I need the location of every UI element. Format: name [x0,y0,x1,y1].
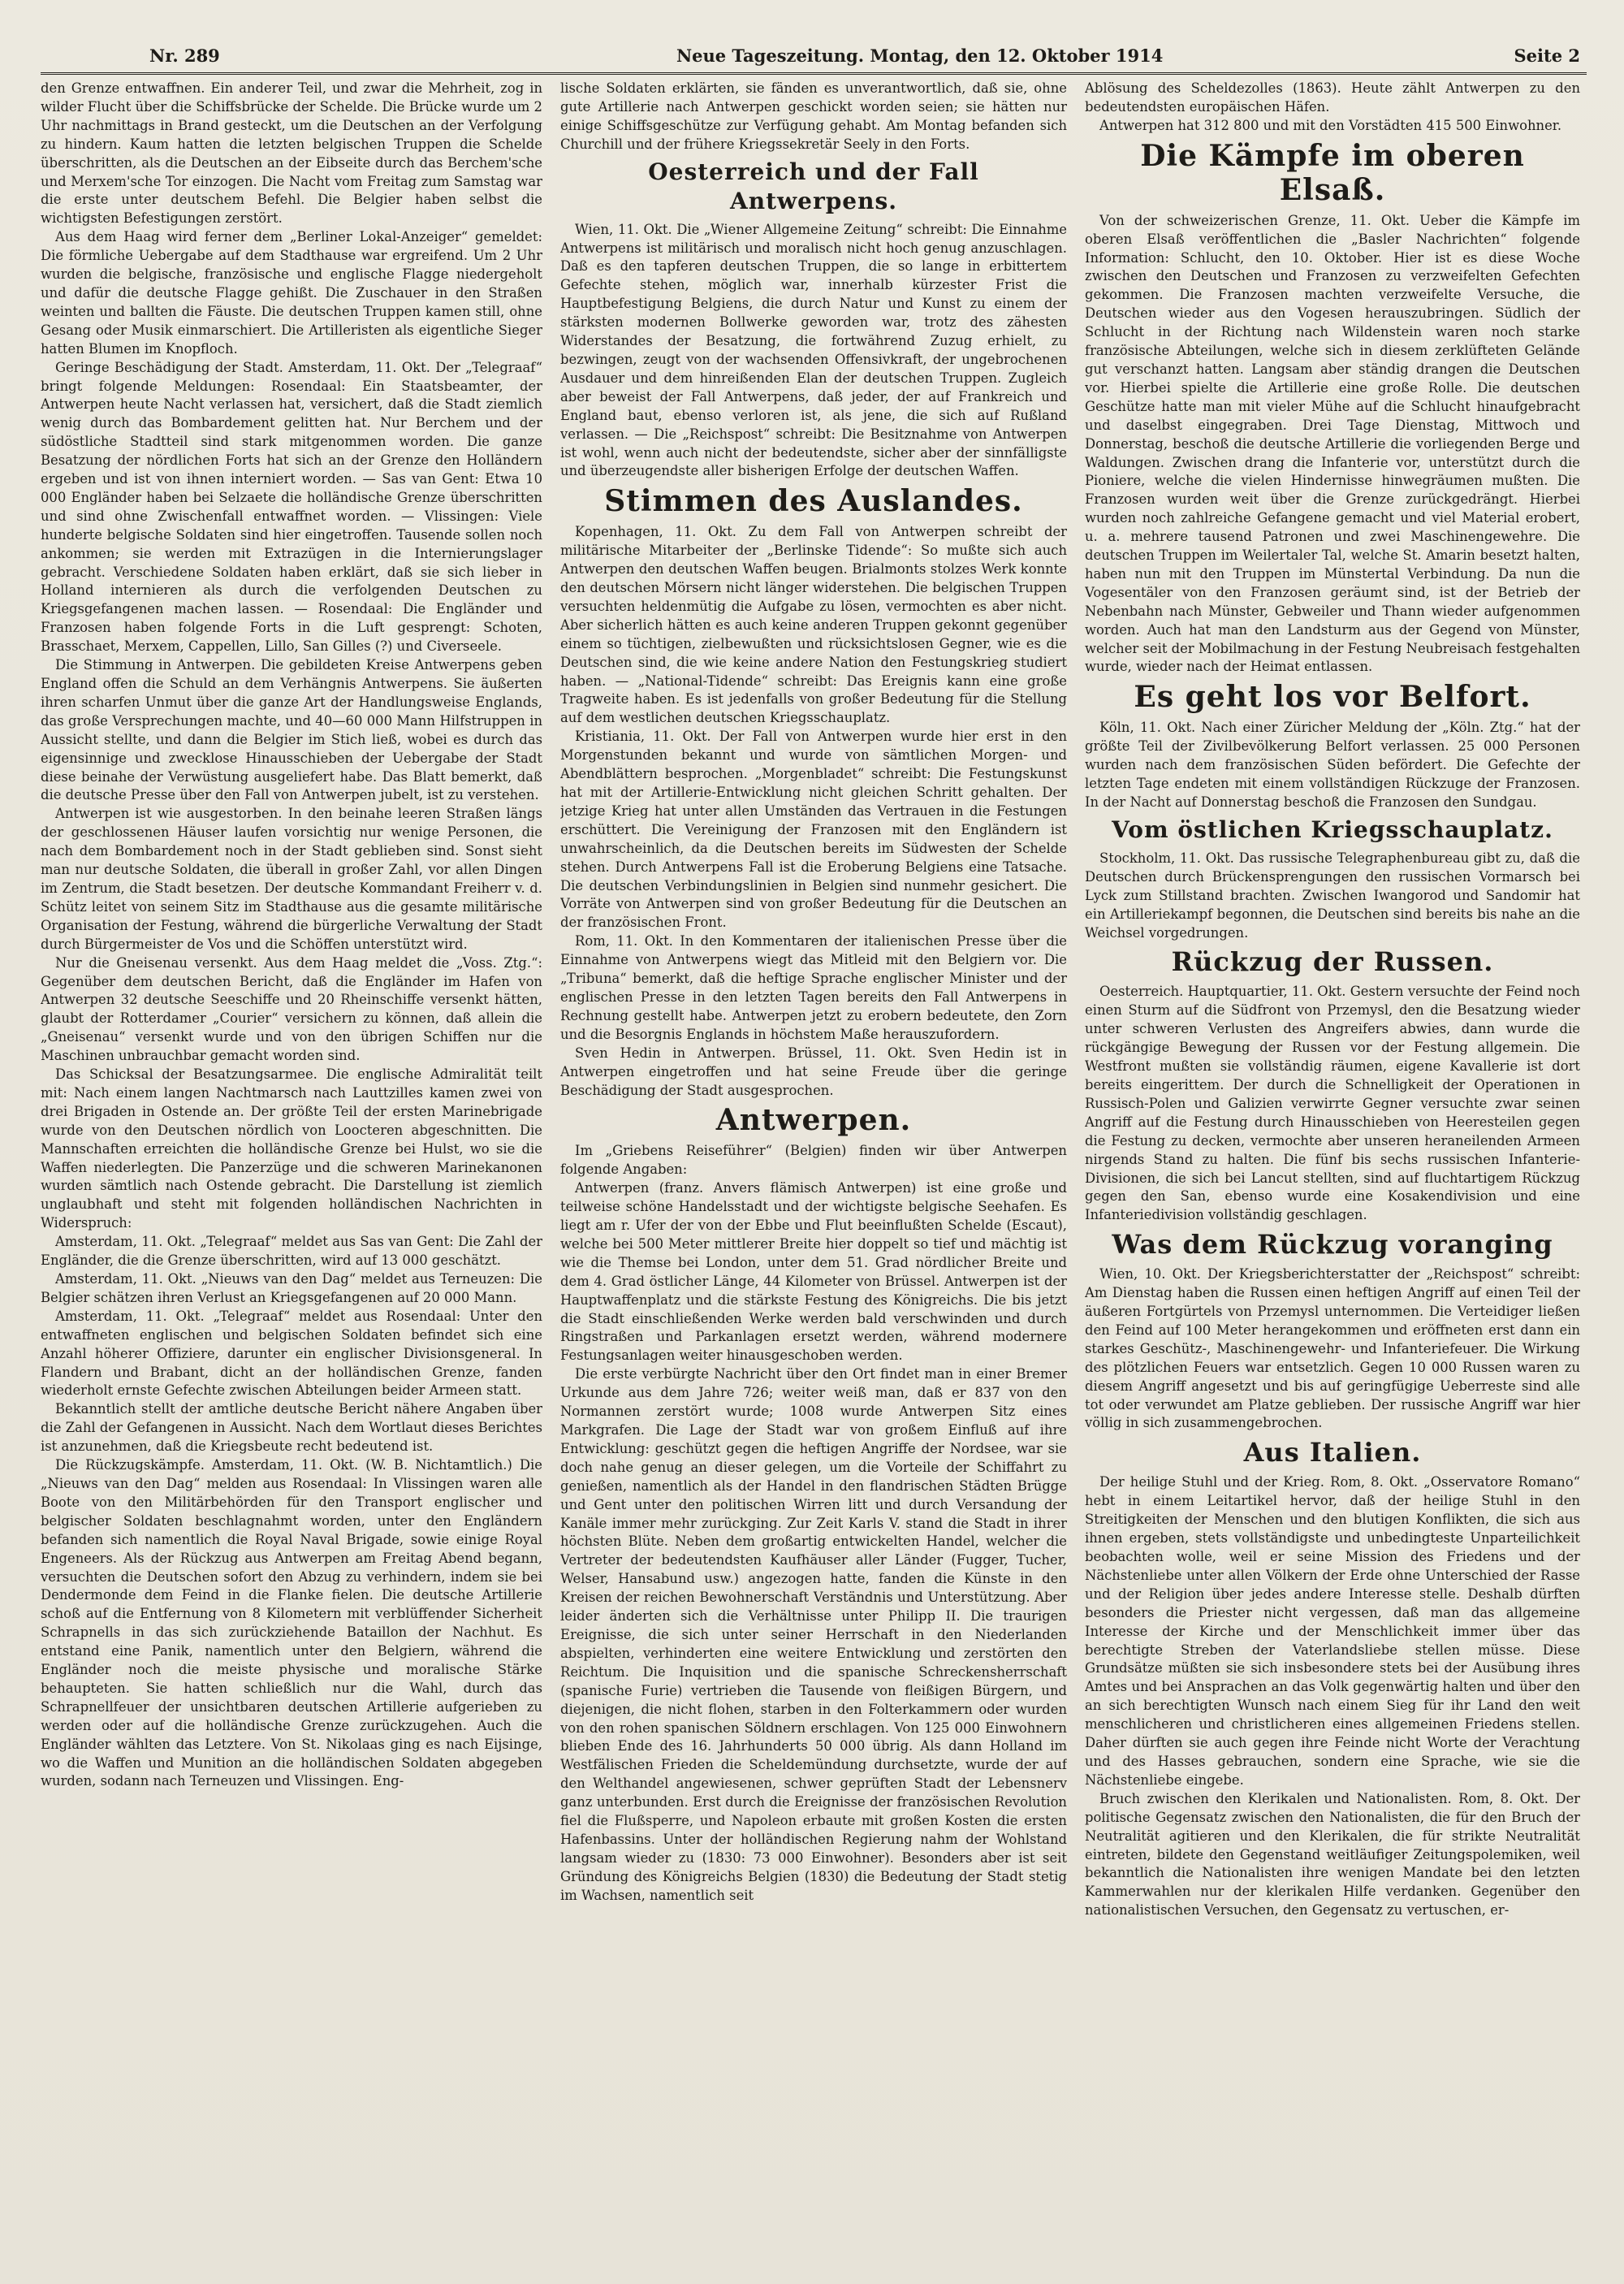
column-1 [41,80,542,2273]
paragraph: Rom, 11. Okt. In den Kommentaren der italienischen Presse über die Einnahme von Antwerpens wiegt das Mitleid mit den Belgiern vor. Die „Tribuna“ bemerkt, daß die heftige Sprache englischer Minister und der englischen Presse in den letzten Tagen bereits den Fall Antwerpens in Rechnung gestellt habe. Antwerpen jetzt zu erobern bedeutete, den Zorn und die Besorgnis Englands in höchstem Maße herauszufordern. [560,933,1067,1042]
paragraph: Amsterdam, 11. Okt. „Telegraaf“ meldet aus Sas van Gent: Die Zahl der Engländer, die die Grenze überschritten, wird auf 13 000 geschätzt. [41,1234,542,1269]
paragraph: Das Schicksal der Besatzungsarmee. Die englische Admiralität teilt mit: Nach einem langen Nachtmarsch nach Lauttzilles kamen zwei von drei Brigaden in Ostende an. Der größte Teil der ersten Marinebrigade wurde von den Deutschen nördlich von Loocteren abgeschnitten. Die Mannschaften erreichten die holländische Grenze bei Hulst, wo sie die Waffen niederlegten. Die Panzerzüge und die schweren Marinekanonen wurden sämtlich nach Ostende gebracht. Die Darstellung ist ziemlich unglaubhaft und steht mit folgenden holländischen Nachrichten in Widerspruch: [41,1066,542,1231]
masthead-title: Neue Tageszeitung. Montag, den 12. Oktober 1914 [676,45,1164,66]
paragraph: Ablösung des Scheldezolles (1863). Heute zählt Antwerpen zu den bedeutendsten europäischen Häfen. [1085,80,1580,115]
paragraph: Stockholm, 11. Okt. Das russische Telegraphenbureau gibt zu, daß die Deutschen durch Brückensprengungen den russischen Vormarsch bei Lyck zum Stillstand brachten. Zwischen Iwangorod und Sandomir hat ein Artilleriekampf begonnen, die Deutschen sind bereits bis nahe an die Weichsel vorgedrungen. [1085,850,1580,941]
paragraph: Oesterreich. Hauptquartier, 11. Okt. Gestern versuchte der Feind noch einen Sturm auf die Südfront von Przemysl, den die Besatzung wieder unter schweren Verlusten des Angreifers abwies, dann wurde die rückgängige Bewegung der Russen vor der Festung allgemein. Die Westfront mußten sie vollständig räumen, eigene Kavallerie ist dort bereits eingerittem. Der durch die Schnelligkeit der Operationen in Russisch-Polen und Galizien verwirrte Gegner versuchte zwar seinen Angriff auf die Festung durch Hinausschieben von Heeresteilen gegen die Festung zu decken, vermochte aber unseren heraneilenden Armeen nirgends Stand zu halten. Die fünf bis sechs russischen Infanterie-Divisionen, die sich bei Lancut stellten, sind auf fluchtartigem Rückzug gegen den San, ebenso wurde eine Kosakendivision und eine Infanteriedivision vollständig geschlagen. [1085,984,1580,1223]
section-heading: Es geht los vor Belfort. [1134,680,1531,715]
paragraph: Nur die Gneisenau versenkt. Aus dem Haag meldet die „Voss. Ztg.“: Gegenüber dem deutschen Bericht, daß die Engländer im Hafen von Antwerpen 32 deutsche Seeschiffe und 20 Rheinschiffe versenkt hätten, glaubt der Rotterdamer „Courier“ versichern zu können, daß allein die „Gneisenau“ versenkt wurde und von den übrigen Schiffen nur die Maschinen unbrauchbar gemacht worden sind. [41,954,542,1064]
section-heading: Oesterreich und der Fall Antwerpens. [648,158,979,214]
paragraph: Antwerpen hat 312 800 und mit den Vorstädten 415 500 Einwohner. [1099,117,1562,133]
paragraph: Amsterdam, 11. Okt. „Nieuws van den Dag“ meldet aus Terneuzen: Die Belgier schätzen ihren Verlust an Kriegsgefangenen auf 20 000 Mann. [41,1271,542,1305]
paragraph: lische Soldaten erklärten, sie fänden es unverantwortlich, daß sie, ohne gute Artillerie nach Antwerpen geschickt worden seien; sie hätten nur einige Schiffsgeschütze zur Verfügung gehabt. Am Montag befanden sich Churchill und der frühere Kriegssekretär Seely in den Forts. [560,80,1067,152]
paragraph: Köln, 11. Okt. Nach einer Züricher Meldung der „Köln. Ztg.“ hat der größte Teil der Zivilbevölkerung Belfort verlassen. 25 000 Personen wurden nach dem französischen Süden befördert. Die Gefechte der letzten Tage endeten mit einem vollständigen Rückzuge der Franzosen. In der Nacht auf Donnerstag beschoß die Franzosen den Sundgau. [1085,720,1580,810]
paragraph: Geringe Beschädigung der Stadt. Amsterdam, 11. Okt. Der „Telegraaf“ bringt folgende Meldungen: Rosendaal: Ein Staatsbeamter, der Antwerpen heute Nacht verlassen hat, versichert, daß die Stadt ziemlich wenig durch das Bombardement gelitten hat. Nur Berchem und der südöstliche Stadtteil sind stark mitgenommen worden. Die ganze Besatzung der nördlichen Forts hat sich an der Grenze den Holländern ergeben und ist von ihnen interniert worden. — Sas van Gent: Etwa 10 000 Engländer haben bei Selzaete die holländische Grenze überschritten und sind ohne Zwischenfall entwaffnet worden. — Vlissingen: Viele hunderte belgische Soldaten sind hier eingetroffen. Tausende sollen noch ankommen; sie werden mit Extrazügen in die Internierungslager gebracht. Verschiedene Soldaten haben erklärt, daß sie sich lieber in Holland internieren als durch die verfolgenden Deutschen zu Kriegsgefangenen machen lassen. — Rosendaal: Die Engländer und Franzosen haben folgende Forts in die Luft gesprengt: Schoten, Brasschaet, Merxem, Cappellen, Lillo, San Gilles (?) und Civerseele. [41,359,542,655]
article-columns [41,80,1587,2273]
paragraph: Antwerpen ist wie ausgestorben. In den beinahe leeren Straßen längs der geschlossenen Häuser laufen vorsichtig nur wenige Personen, die nach dem Bombardement noch in der Stadt geblieben sind. Sonst sieht man nur deutsche Soldaten, die überall in großer Zahl, vor allen Dingen im Zentrum, die Stadt besetzen. Der deutsche Kommandant Freiherr v. d. Schütz leitet von seinem Sitz im Stadthause aus die gesamte militärische Organisation der Festung, während die bürgerliche Verwaltung der Stadt durch Bürgermeister de Vos und die Schöffen unterstützt wird. [41,806,542,952]
paragraph: Wien, 11. Okt. Die „Wiener Allgemeine Zeitung“ schreibt: Die Einnahme Antwerpens ist militärisch und moralisch nicht hoch genug anzuschlagen. Daß es den tapferen deutschen Truppen, die so lange in erbittertem Gefechte stehen, möglich war, innerhalb kürzester Frist die Hauptbefestigung Belgiens, die durch Natur und Kunst zu einem der stärksten modernen Bollwerke geworden war, trotz des zähesten Widerstandes der Besatzung, die fortwährend Zuzug erhielt, zu bezwingen, zeugt von der wachsenden Offensivkraft, der ungebrochenen Ausdauer und dem hinreißenden Elan der deutschen Truppen. Zugleich aber beweist der Fall Antwerpens, daß jeder, der auf Frankreich und England baut, ebenso verloren ist, als jene, die sich auf Rußland verlassen. — Die „Reichspost“ schreibt: Die Besitznahme von Antwerpen ist wohl, wenn auch nicht der bedeutendste, sicher aber der sinnfälligste und überzeugendste aller bisherigen Erfolge der deutschen Waffen. [560,221,1067,479]
paragraph: Aus dem Haag wird ferner dem „Berliner Lokal-Anzeiger“ gemeldet: Die förmliche Uebergabe auf dem Stadthause war ergreifend. Um 2 Uhr wurden die belgische, französische und englische Flagge niedergeholt und dafür die deutsche Flagge gehißt. Die Zuschauer in den Straßen weinten und ballten die Fäuste. Die deutschen Truppen kamen still, ohne Gesang oder Musik einmarschiert. Die Artilleristen als eigentliche Sieger hatten Blumen im Knopfloch. [41,229,542,357]
masthead [41,45,1587,75]
paragraph: Die erste verbürgte Nachricht über den Ort findet man in einer Bremer Urkunde aus dem Jahre 726; weiter weiß man, daß er 837 von den Normannen zerstört wurde; 1008 wurde Antwerpen Sitz eines Markgrafen. Die Lage der Stadt war von großem Einfluß auf ihre Entwicklung: geschützt gegen die heftigen Angriffe der Nordsee, war sie doch nahe genug an dieser gelegen, um die Vorteile der Schiffahrt zu genießen, namentlich als der Handel in den flandrischen Städten Brügge und Gent unter den politischen Wirren litt und durch Versandung der Kanäle immer mehr zurückging. Zur Zeit Karls V. stand die Stadt in ihrer höchsten Blüte. Neben dem großartig entwickelten Handel, welcher die Vertreter der bedeutendsten Kaufhäuser aller Länder (Fugger, Tucher, Welser, Hansabund usw.) angezogen hatte, fanden die Künste in den Kreisen der reichen Bewohnerschaft Verständnis und Unterstützung. Aber leider änderten sich die Verhältnisse unter Philipp II. Die traurigen Ereignisse, die sich unter seiner Herrschaft in den Niederlanden abspielten, verhinderten eine weitere Entwicklung und zerstörten den Reichtum. Die Inquisition und die spanische Schreckensherrschaft (spanische Furie) vertrieben die Tausende von fleißigen Bürgern, und diejenigen, die nicht flohen, starben in den Folterkammern oder wurden von den rohen spanischen Söldnern erschlagen. Von 125 000 Einwohnern blieben Ende des 16. Jahrhunderts 50 000 übrig. Als dann Holland im Westfälischen Frieden die Scheldemündung durchsetzte, wurde der auf den Welthandel angewiesenen, schwer geprüften Stadt der Lebensnerv ganz unterbunden. Erst durch die Ereignisse der französischen Revolution fiel die Flußsperre, und Napoleon erbaute mit großen Kosten die ersten Hafenbassins. Unter der holländischen Regierung nahm der Wohlstand langsam wieder zu (1830: 73 000 Einwohner). Besonders aber ist seit Gründung des Königreichs Belgien (1830) die Bedeutung der Stadt stetig im Wachsen, namentlich seit [560,1366,1067,1903]
paragraph: Die Rückzugskämpfe. Amsterdam, 11. Okt. (W. B. Nichtamtlich.) Die „Nieuws van den Dag“ melden aus Rosendaal: In Vlissingen waren alle Boote von den Militärbehörden für den Transport englischer und belgischer Soldaten beschlagnahmt worden, unter den Engländern befanden sich namentlich die Royal Naval Brigade, sowie einige Royal Engeneers. Als der Rückzug aus Antwerpen am Freitag Abend begann, versuchten die Deutschen sofort den Abzug zu verhindern, indem sie bei Dendermonde dem Feind in die Flanke fielen. Die deutsche Artillerie schoß auf die Entfernung von 8 Kilometern mit verblüffender Sicherheit Schrapnells in das sich zurückziehende Bataillon der Nachhut. Es entstand eine Panik, namentlich unter den Belgiern, während die Engländer noch die meiste physische und moralische Stärke behaupteten. Sie hatten schließlich nur die Wahl, durch das Schrapnellfeuer der unsichtbaren deutschen Artillerie aufgerieben zu werden oder auf die holländische Grenze zurückzugehen. Auch die Engländer wählten das Letztere. Von St. Nikolaas ging es nach Eijsinge, wo die Waffen und Munition an die holländischen Soldaten abgegeben wurden, sodann nach Terneuzen und Vlissingen. Eng- [41,1457,542,1789]
section-heading: Vom östlichen Kriegsschauplatz. [1112,815,1553,843]
section-heading: Was dem Rückzug voranging [1112,1229,1553,1261]
section-heading: Aus Italien. [1243,1437,1422,1469]
paragraph: Antwerpen (franz. Anvers flämisch Antwerpen) ist eine große und teilweise schöne Handelsstadt und der wichtigste belgische Seehafen. Es liegt am r. Ufer der von der Ebbe und Flut beeinflußten Schelde (Escaut), welche bei 500 Meter mittlerer Breite hier doppelt so tief und mächtig ist wie die Themse bei London, unter dem 51. Grad nördlicher Breite und dem 4. Grad östlicher Länge, 44 Kilometer von Brüssel. Antwerpen ist der Hauptwaffenplatz und die stärkste Festung des Königreichs. Die bis jetzt die Stadt einschließenden Werke werden bald verschwinden und durch Ringstraßen und Parkanlagen ersetzt werden, während modernere Festungsanlagen weiter hinausgeschoben werden. [560,1180,1067,1364]
paragraph: Sven Hedin in Antwerpen. Brüssel, 11. Okt. Sven Hedin ist in Antwerpen eingetroffen und hat seine Freude über die geringe Beschädigung der Stadt ausgesprochen. [560,1045,1067,1098]
column-3 [1085,80,1580,2273]
paragraph: Kopenhagen, 11. Okt. Zu dem Fall von Antwerpen schreibt der militärische Mitarbeiter der „Berlinske Tidende“: So mußte sich auch Antwerpen den deutschen Waffen beugen. Brialmonts stolzes Werk konnte den deutschen Mörsern nicht länger widerstehen. Die belgischen Truppen versuchten heldenmütig die Aufgabe zu lösen, vermochten es aber nicht. Aber sicherlich hätten es auch keine anderen Truppen gekonnt gegenüber einem so tüchtigen, zielbewußten und rücksichtslosen Gegner, wie es die Deutschen sind, die wie keine andere Nation den Festungskrieg studiert haben. — „National-Tidende“ schreibt: Das Ereignis kann eine große Tragweite haben. Es ist jedenfalls von großer Bedeutung für die Stellung auf dem westlichen deutschen Kriegsschauplatz. [560,524,1067,726]
issue-number: Nr. 289 [149,45,220,66]
paragraph: Der heilige Stuhl und der Krieg. Rom, 8. Okt. „Osservatore Romano“ hebt in einem Leitartikel hervor, daß der heilige Stuhl in den Streitigkeiten der Menschen und den blutigen Konflikten, die sich aus ihnen ergeben, stets vollständigste und unbedingteste Unparteilichkeit beobachten wolle, weil er seine Mission des Friedens und der Nächstenliebe unter allen Völkern der Erde ohne Unterschied der Rasse und der Religion über jedes andere Interesse stelle. Deshalb dürften besonders die Priester nicht vergessen, daß man das allgemeine Interesse der Kirche und der Menschlichkeit immer über das berechtigte Streben der Vaterlandsliebe stellen müsse. Diese Grundsätze müßten sie sich insbesondere stets bei der Ausübung ihres Amtes und bei Ansprachen an das Volk gegenwärtig halten und über den an sich berechtigten Wunsch nach einem Sieg für ihr Land den weit menschlicheren und christlicheren eines allgemeinen Friedens stellen. Daher dürften sie auch gegen ihre Feinde nicht Worte der Verachtung und des Hasses gebrauchen, sondern eine Sprache, wie sie die Nächstenliebe eingebe. [1085,1474,1580,1788]
section-heading: Stimmen des Auslandes. [604,484,1023,519]
section-heading: Rückzug der Russen. [1171,946,1494,978]
paragraph: den Grenze entwaffnen. Ein anderer Teil, und zwar die Mehrheit, zog in wilder Flucht über die Schiffsbrücke der Schelde. Die Brücke wurde um 2 Uhr nachmittags in Brand gesteckt, um die Deutschen an der Verfolgung zu hindern. Kaum hatten die letzten belgischen Truppen die Schelde überschritten, als die Deutschen an der Eibseite durch das Berchem'sche und Merxem'sche Tor einzogen. Die Nacht vom Freitag zum Samstag war die erste unter deutschem Befehl. Die Belgier haben selbst die wichtigsten Befestigungen zerstört. [41,80,542,227]
paragraph: Von der schweizerischen Grenze, 11. Okt. Ueber die Kämpfe im oberen Elsaß veröffentlichen die „Basler Nachrichten“ folgende Information: Schlucht, den 10. Oktober. Hier ist es diese Woche zwischen den Deutschen und Franzosen zu verzweifelten Gefechten gekommen. Die Franzosen machten verzweifelte Versuche, die Deutschen wieder aus den Vogesen herauszubringen. Südlich der Schlucht in der Richtung nach Wildenstein waren noch starke französische Abteilungen, welche sich in diesem zerklüfteten Gelände gut verschanzt hatten. Langsam aber ständig drangen die Deutschen vor. Hierbei spielte die Artillerie eine große Rolle. Die deutschen Geschütze hatte man mit vieler Mühe auf die Schlucht hinaufgebracht und daselbst eingegraben. Drei Tage Dienstag, Mittwoch und Donnerstag, beschoß die deutsche Artillerie die vorliegenden Berge und Waldungen. Zwischen drang die Infanterie vor, unterstützt durch die Pioniere, welche die vielen Hindernisse hinwegräumen mußten. Die Franzosen wurden weit über die Grenze zurückgedrängt. Hierbei wurden noch zahlreiche Gefangene gemacht und viel Material erobert, u. a. mehrere tausend Patronen und zwei Maschinengewehre. Die deutschen Truppen im Weilertaler Tal, welche St. Amarin besetzt halten, haben nun mit den Truppen im Münstertal Verbindung. Da nun die Vogesentäler von den Franzosen geräumt sind, ist der Betrieb der Nebenbahn nach Münster, Gebweiler und Thann wieder aufgenommen worden. Auch hat man den Landsturm aus der Gegend von Münster, welcher seit der Mobilmachung in der Festung Neubreisach festgehalten wurde, wieder nach der Heimat entlassen. [1085,212,1580,675]
paragraph: Kristiania, 11. Okt. Der Fall von Antwerpen wurde hier erst in den Morgenstunden bekannt und wurde von sämtlichen Morgen- und Abendblättern besprochen. „Morgenbladet“ schreibt: Die Festungskunst hat mit der Artillerie-Entwicklung nicht gleichen Schritt gehalten. Der jetzige Krieg hat unter allen Umständen das Vertrauen in die Festungen erschüttert. Die Vereinigung der Franzosen mit den Engländern ist unwahrscheinlich, da die Deutschen bereits im Südwesten der Schelde stehen. Durch Antwerpens Fall ist die Eroberung Belgiens eine Tatsache. Die deutschen Verbindungslinien in Belgien sind nunmehr gesichert. Die Vorräte von Antwerpen sind von großer Bedeutung für die Deutschen an der französischen Front. [560,729,1067,931]
paragraph: Wien, 10. Okt. Der Kriegsberichterstatter der „Reichspost“ schreibt: Am Dienstag haben die Russen einen heftigen Angriff auf einen Teil der äußeren Fortgürtels von Przemysl unternommen. Die Verteidiger ließen den Feind auf 100 Meter herangekommen und eröffneten erst dann ein starkes Geschütz-, Maschinengewehr- und Infanteriefeuer. Die Wirkung des plötzlichen Feuers war entsetzlich. Gegen 10 000 Russen waren zu diesem Angriff angesetzt und bis auf geringfügige Ueberreste sind alle tot oder verwundet am Platze geblieben. Der russische Angriff war hier völlig in sich zusammengebrochen. [1085,1266,1580,1431]
section-heading: Antwerpen. [715,1103,912,1138]
paragraph: Bruch zwischen den Klerikalen und Nationalisten. Rom, 8. Okt. Der politische Gegensatz zwischen den Nationalisten, die für den Bruch der Neutralität agitieren und den Klerikalen, die für strikte Neutralität eintreten, bildete den Gegenstand weitläufiger Zeitungspolemiken, weil bekanntlich die Nationalisten ihre wenigen Mandate bei den letzten Kammerwahlen nur der klerikalen Hilfe verdanken. Gegenüber den nationalistischen Versuchen, den Gegensatz zu vertuschen, er- [1085,1790,1580,1918]
section-heading: Die Kämpfe im oberen Elsaß. [1140,138,1525,207]
paragraph: Bekanntlich stellt der amtliche deutsche Bericht nähere Angaben über die Zahl der Gefangenen in Aussicht. Nach dem Wortlaut dieses Berichtes ist anzunehmen, daß die Kriegsbeute recht bedeutend ist. [41,1401,542,1455]
column-2 [560,80,1067,2273]
paragraph: Die Stimmung in Antwerpen. Die gebildeten Kreise Antwerpens geben England offen die Schuld an dem Verhängnis Antwerpens. Sie äußerten ihren scharfen Unmut über die ganze Art der Handlungsweise Englands, das große Versprechungen machte, und 40—60 000 Mann Hilfstruppen in Aussicht stellte, und dann die Belgier im Stich ließ, wobei es durch das eigensinnige und zwecklose Hinausschieben der Uebergabe der Stadt diese beinahe der Verwüstung ausgeliefert habe. Das Blatt bemerkt, daß die deutsche Presse über den Fall von Antwerpen jubelt, ist zu verstehen. [41,657,542,803]
paragraph: Im „Griebens Reiseführer“ (Belgien) finden wir über Antwerpen folgende Angaben: [560,1143,1067,1178]
page-number: Seite 2 [1514,45,1580,66]
paragraph: Amsterdam, 11. Okt. „Telegraaf“ meldet aus Rosendaal: Unter den entwaffneten englischen und belgischen Soldaten befindet sich eine Anzahl höherer Offiziere, darunter ein englischer Divisionsgeneral. In Flandern und Brabant, dicht an der holländischen Grenze, fanden wiederholt ernste Gefechte zwischen Abteilungen beider Armeen statt. [41,1308,542,1399]
